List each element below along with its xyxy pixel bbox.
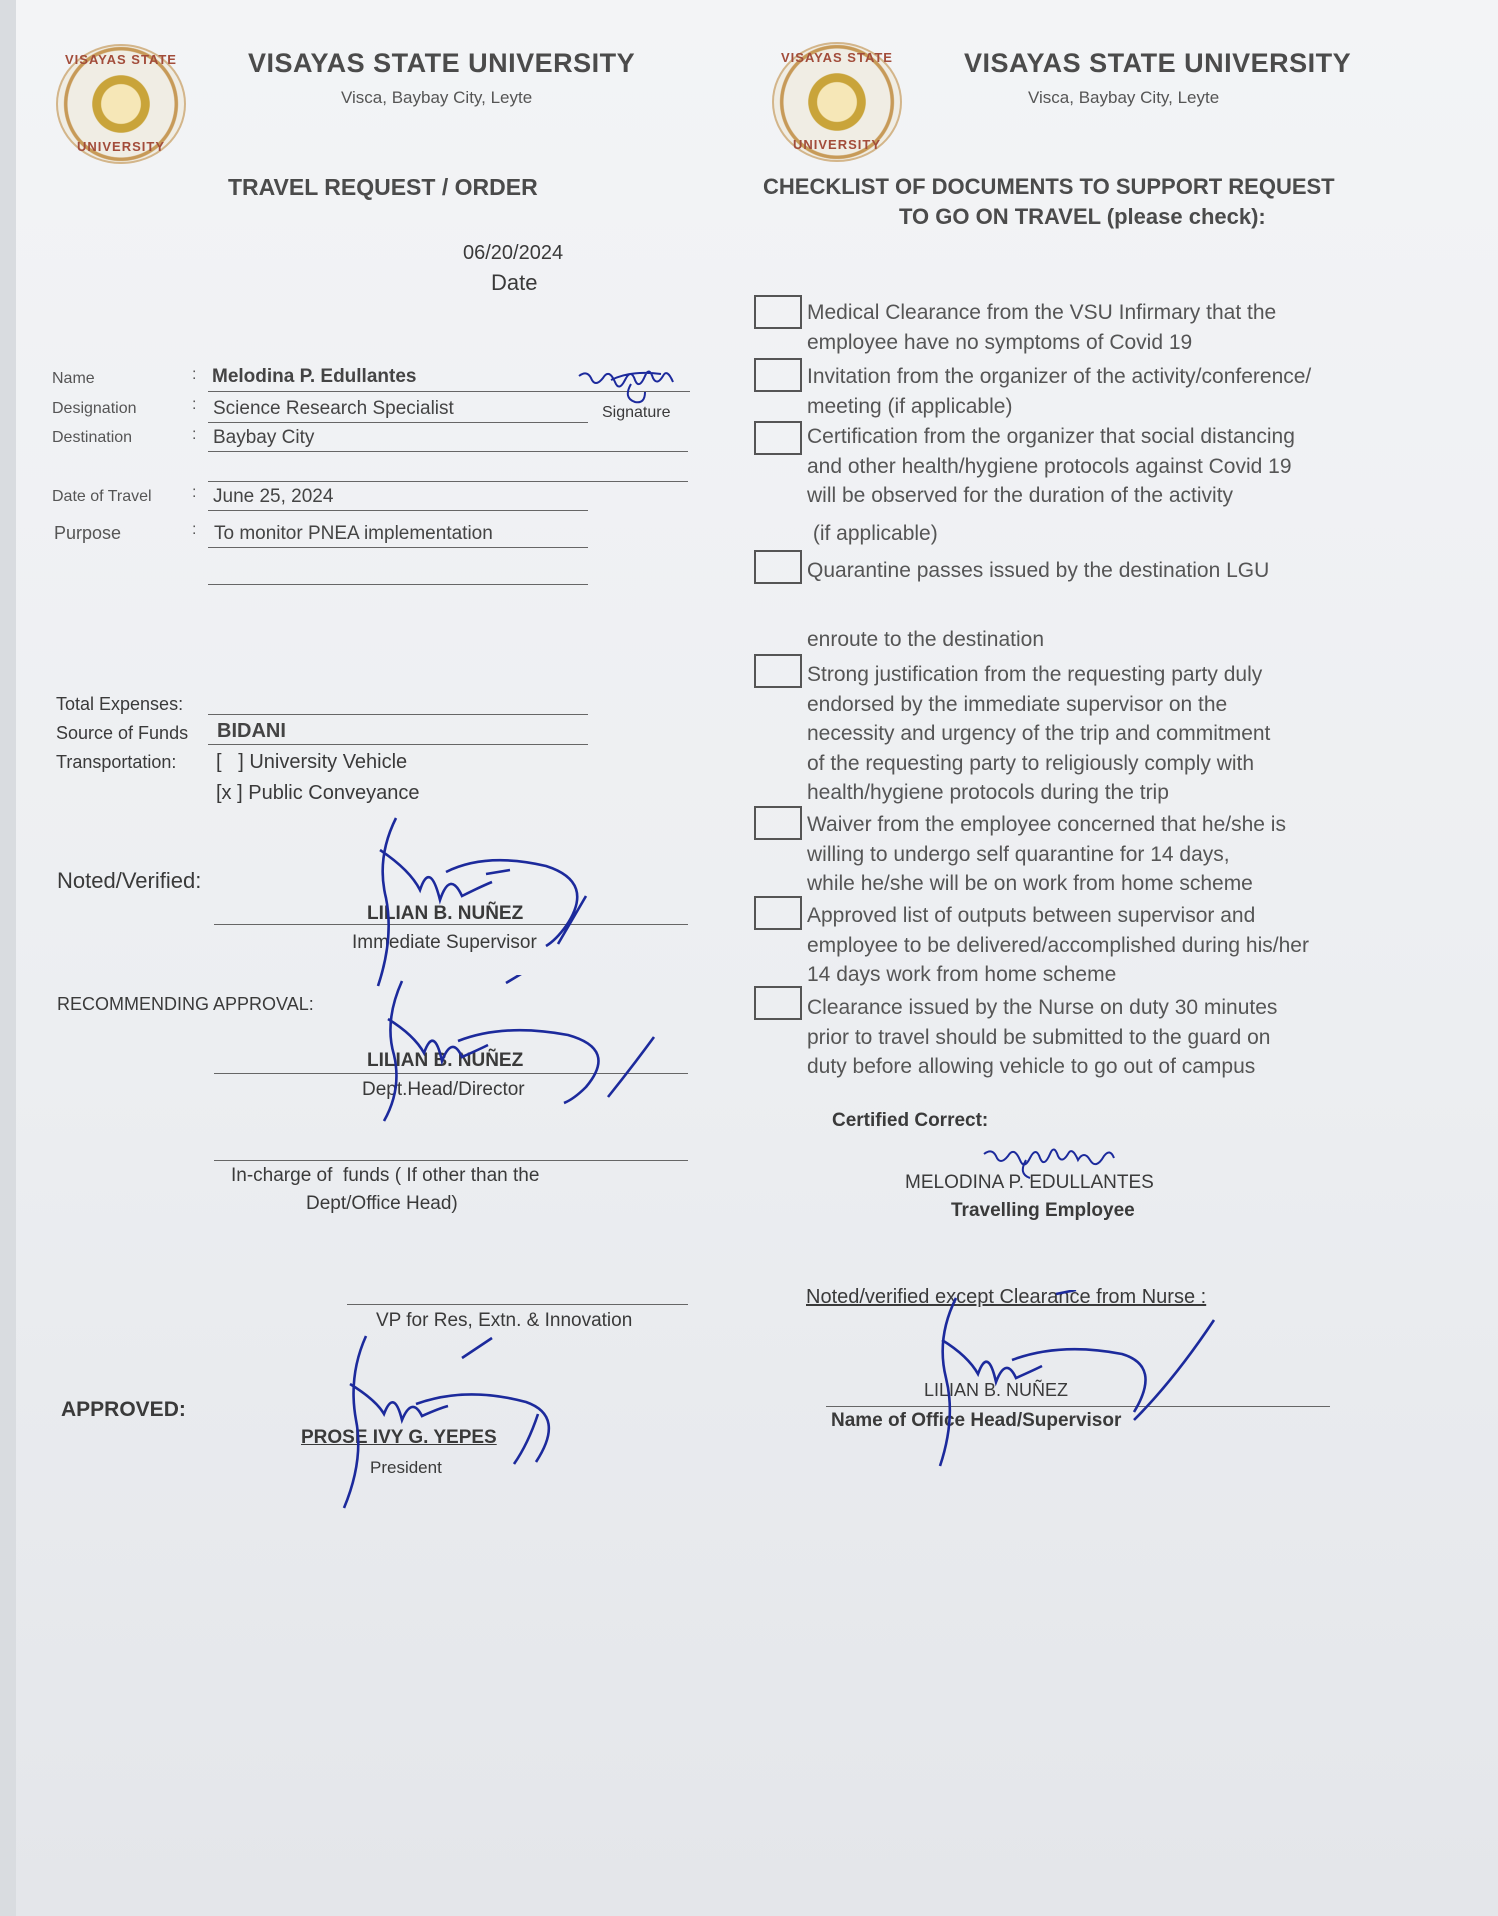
source-of-funds-value: BIDANI: [217, 720, 286, 742]
transport-option-public-conveyance: [x ] Public Conveyance: [216, 782, 420, 804]
checklist-item-6: [807, 810, 1407, 899]
president-title: President: [370, 1458, 442, 1477]
office-head-title: Name of Office Head/Supervisor: [831, 1410, 1122, 1431]
destination-line-2: [208, 481, 688, 482]
transportation-label: Transportation:: [56, 752, 177, 772]
name-line: [208, 391, 690, 392]
checklist-item-4: [807, 556, 1407, 586]
name-value: Melodina P. Edullantes: [212, 366, 417, 387]
certified-correct-label: Certified Correct:: [832, 1110, 989, 1131]
checklist-item-8: [807, 993, 1407, 1082]
designation-label: Designation: [52, 400, 137, 417]
checklist-item-2: [807, 362, 1407, 421]
checklist-line: Quarantine passes issued by the destination LGU: [807, 559, 1270, 582]
checklist-line: duty before allowing vehicle to go out of campus: [807, 1055, 1256, 1078]
checklist-line: (if applicable): [807, 521, 938, 545]
vp-signature-line: [347, 1304, 688, 1305]
noted-title: Immediate Supervisor: [352, 932, 537, 953]
checklist-line: employee to be delivered/accomplished during his/her: [807, 933, 1309, 957]
purpose-value: To monitor PNEA implementation: [214, 523, 493, 544]
checklist-item-1: [807, 298, 1407, 357]
date-label: Date: [491, 270, 538, 295]
approved-label: APPROVED:: [61, 1398, 186, 1421]
checklist-line: Approved list of outputs between supervisor and: [807, 904, 1256, 927]
university-address-right: Visca, Baybay City, Leyte: [1028, 88, 1220, 107]
signature-label: Signature: [602, 404, 671, 421]
checklist-title-line2: TO GO ON TRAVEL (please check):: [899, 204, 1266, 229]
recommending-approval-label: RECOMMENDING APPROVAL:: [57, 994, 314, 1014]
purpose-label: Purpose: [54, 523, 122, 543]
seal-text-top: VISAYAS STATE: [781, 50, 893, 65]
destination-line: [208, 451, 688, 452]
colon: :: [192, 521, 197, 538]
total-expenses-label: Total Expenses:: [56, 694, 184, 714]
vp-title: VP for Res, Extn. & Innovation: [376, 1310, 633, 1331]
president-name: PROSE IVY G. YEPES: [301, 1427, 497, 1448]
seal-text-bottom: UNIVERSITY: [792, 137, 881, 152]
checklist-item-4-continued: [807, 625, 1407, 655]
transport-option-university-vehicle: [ ] University Vehicle: [216, 751, 408, 773]
checklist-line: endorsed by the immediate supervisor on the: [807, 692, 1228, 716]
travel-request-title: TRAVEL REQUEST / ORDER: [228, 174, 538, 200]
checklist-line: Invitation from the organizer of the activity/conference/: [807, 365, 1312, 388]
checklist-line: while he/she will be on work from home scheme: [807, 872, 1253, 895]
checklist-line: Clearance issued by the Nurse on duty 30 minutes: [807, 996, 1278, 1019]
purpose-line-2: [208, 584, 588, 585]
office-head-signature-line: [826, 1406, 1330, 1407]
checkbox-invitation[interactable]: [754, 358, 802, 392]
recommending-signature-line: [214, 1073, 688, 1074]
office-head-name: LILIAN B. NUÑEZ: [924, 1380, 1069, 1400]
university-name-right: VISAYAS STATE UNIVERSITY: [964, 48, 1352, 78]
university-address-left: Visca, Baybay City, Leyte: [341, 88, 533, 107]
incharge-text-1: In-charge of funds ( If other than the: [231, 1165, 540, 1186]
noted-name: LILIAN B. NUÑEZ: [367, 903, 524, 924]
checkbox-waiver[interactable]: [754, 806, 802, 840]
checklist-line: Waiver from the employee concerned that he/she is: [807, 813, 1286, 836]
travelling-employee-name: MELODINA P. EDULLANTES: [905, 1172, 1154, 1193]
seal-text-top: VISAYAS STATE: [65, 52, 177, 67]
source-of-funds-label: Source of Funds: [56, 723, 189, 743]
checklist-line: of the requesting party to religiously comply with: [807, 751, 1255, 775]
checklist-line: Strong justification from the requesting party duly: [807, 663, 1263, 686]
recommending-name: LILIAN B. NUÑEZ: [367, 1050, 524, 1071]
date-value: 06/20/2024: [463, 242, 564, 264]
checklist-line: will be observed for the duration of the activity: [807, 484, 1234, 507]
checkbox-strong-justification[interactable]: [754, 654, 802, 688]
checklist-line: enroute to the destination: [807, 628, 1045, 651]
checklist-item-5: [807, 660, 1407, 808]
checkbox-certification[interactable]: [754, 421, 802, 455]
checklist-line: Medical Clearance from the VSU Infirmary that the: [807, 301, 1277, 324]
signature-nunez-noted: [356, 810, 636, 990]
recommending-title: Dept.Head/Director: [362, 1079, 525, 1100]
checklist-line: prior to travel should be submitted to the guard on: [807, 1025, 1271, 1049]
checklist-item-7: [807, 901, 1407, 990]
checklist-title-line1: CHECKLIST OF DOCUMENTS TO SUPPORT REQUEST: [763, 174, 1335, 199]
travelling-employee-title: Travelling Employee: [951, 1200, 1135, 1221]
checklist-item-3: [807, 422, 1407, 548]
colon: :: [192, 366, 197, 383]
checklist-line: willing to undergo self quarantine for 14 days,: [807, 842, 1230, 866]
signature-yepes: [316, 1330, 576, 1510]
checkbox-quarantine-passes[interactable]: [754, 550, 802, 584]
checklist-line: employee have no symptoms of Covid 19: [807, 330, 1193, 354]
name-label: Name: [52, 370, 95, 387]
document-page: [16, 0, 1498, 1916]
checklist-line: 14 days work from home scheme: [807, 963, 1117, 986]
purpose-line: [208, 547, 588, 548]
noted-except-label: Noted/verified except Clearance from Nurse :: [806, 1286, 1207, 1308]
checklist-line: Certification from the organizer that social distancing: [807, 425, 1295, 448]
university-seal-left: [56, 44, 186, 164]
seal-text-bottom: UNIVERSITY: [76, 139, 165, 154]
date-of-travel-label: Date of Travel: [52, 488, 152, 505]
checkbox-approved-outputs[interactable]: [754, 896, 802, 930]
checkbox-nurse-clearance[interactable]: [754, 986, 802, 1020]
date-of-travel-line: [208, 510, 588, 511]
destination-value: Baybay City: [213, 427, 315, 448]
designation-line: [208, 422, 588, 423]
checklist-line: health/hygiene protocols during the trip: [807, 781, 1169, 804]
checkbox-medical-clearance[interactable]: [754, 295, 802, 329]
designation-value: Science Research Specialist: [213, 398, 454, 419]
checklist-line: meeting (if applicable): [807, 394, 1013, 418]
colon: :: [192, 426, 197, 443]
checklist-line: necessity and urgency of the trip and commitment: [807, 722, 1271, 745]
colon: :: [192, 484, 197, 501]
university-name-left: VISAYAS STATE UNIVERSITY: [248, 48, 636, 78]
destination-label: Destination: [52, 429, 133, 446]
incharge-line: [214, 1160, 688, 1161]
source-of-funds-line: [208, 744, 588, 745]
colon: :: [192, 396, 197, 413]
checklist-line: and other health/hygiene protocols against Covid 19: [807, 454, 1292, 478]
date-of-travel-value: June 25, 2024: [213, 486, 334, 507]
total-expenses-line: [208, 714, 588, 715]
incharge-text-2: Dept/Office Head): [306, 1193, 458, 1214]
university-seal-right: [772, 42, 902, 162]
noted-verified-label: Noted/Verified:: [57, 868, 202, 893]
